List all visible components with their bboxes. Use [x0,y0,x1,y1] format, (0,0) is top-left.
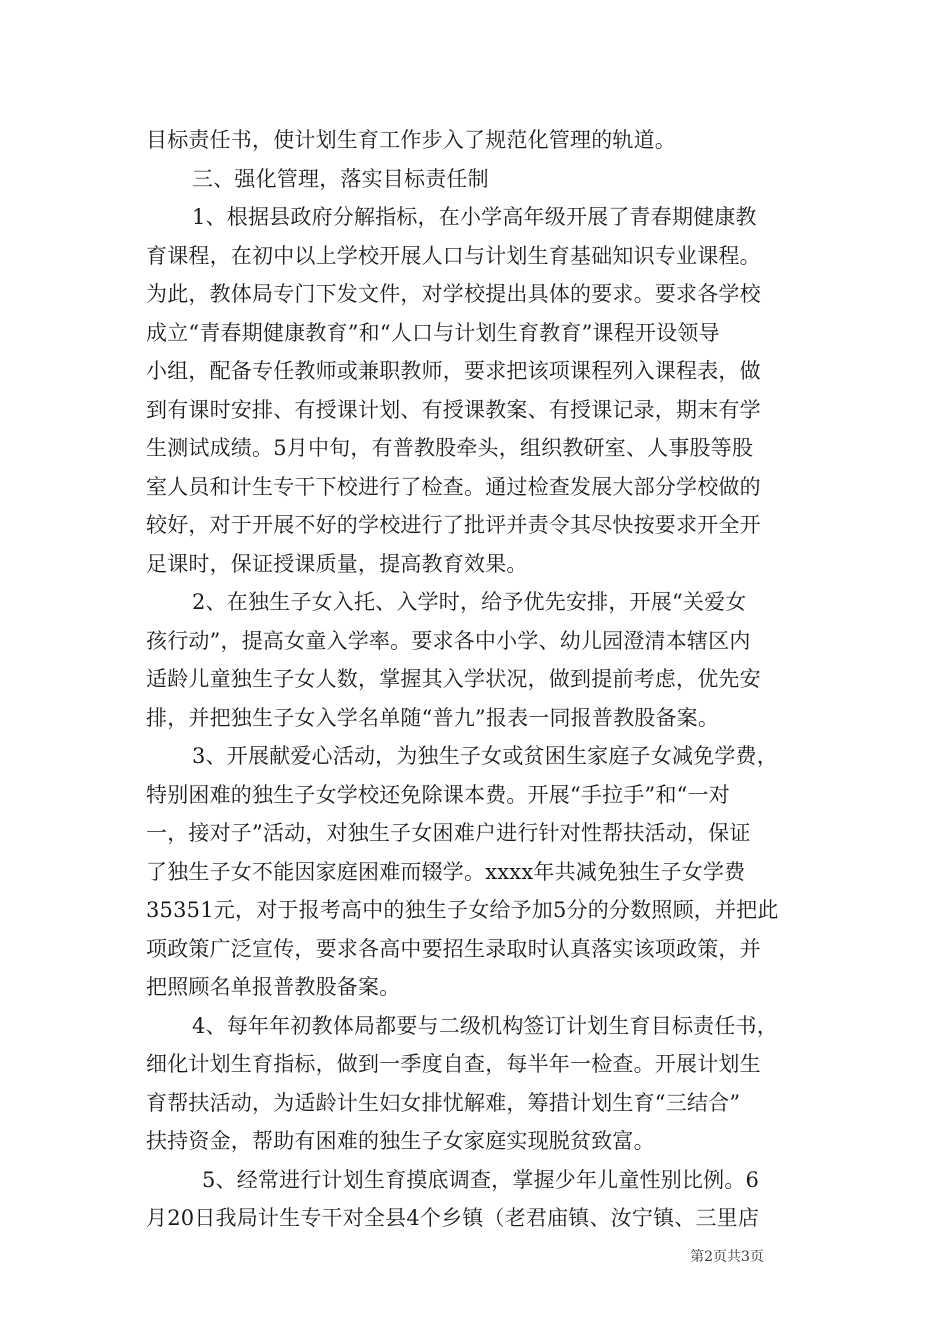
text-line: 孩行动”，提高女童入学率。要求各中小学、幼儿园澄清本辖区内 [146,628,751,653]
page-number-label: 第2页共3页 [690,1249,764,1265]
section-heading: 三、强化管理，落实目标责任制 [192,166,489,191]
text-line: 到有课时安排、有授课计划、有授课教案、有授课记录，期末有学 [146,397,761,422]
text-line: 一，接对子”活动，对独生子女困难户进行针对性帮扶活动，保证 [146,821,751,845]
text-line: 35351元，对于报考高中的独生子女给予加5分的分数照顾，并把此 [146,898,779,922]
text-line: 5、经常进行计划生育摸底调查，掌握少年儿童性别比例。6 [202,1167,760,1192]
text-line: 1、根据县政府分解指标，在小学高年级开展了青春期健康教 [192,205,757,229]
text-line: 了独生子女不能因家庭困难而辍学。xxxx年共减免独生子女学费 [146,859,746,884]
text-line: 扶持资金，帮助有困难的独生子女家庭实现脱贫致富。 [146,1129,655,1153]
text-line: 较好，对于开展不好的学校进行了批评并责令其尽快按要求开全开 [146,513,761,537]
text-line: 特别困难的独生子女学校还免除课本费。开展“手拉手”和“一对 [146,782,731,807]
text-line: 月20日我局计生专干对全县4个乡镇（老君庙镇、汝宁镇、三里店 [146,1206,760,1230]
text-line: 育课程，在初中以上学校开展人口与计划生育基础知识专业课程。 [146,243,761,268]
text-line: 2、在独生子女入托、入学时，给予优先安排，开展“关爱女 [192,590,747,614]
page-footer [252,1246,950,1266]
text-line: 小组，配备专任教师或兼职教师，要求把该项课程列入课程表，做 [146,359,761,383]
text-line: 成立“青春期健康教育”和“人口与计划生育教育”课程开设领导 [146,320,720,345]
text-line: 室人员和计生专干下校进行了检查。通过检查发展大部分学校做的 [146,474,761,499]
document-body [146,121,808,1238]
text-line: 项政策广泛宣传，要求各高中要招生录取时认真落实该项政策，并 [146,936,761,961]
text-line: 3、开展献爱心活动，为独生子女或贫困生家庭子女减免学费， [192,744,778,768]
text-line: 为此，教体局专门下发文件，对学校提出具体的要求。要求各学校 [146,282,761,306]
text-line: 把照顾名单报普教股备案。 [146,975,401,999]
text-line: 排，并把独生子女入学名单随“普九”报表一同报普教股备案。 [146,705,720,730]
text-line: 目标责任书，使计划生育工作步入了规范化管理的轨道。 [146,128,676,152]
text-line: 育帮扶活动，为适龄计生妇女排忧解难，筹措计划生育“三结合” [146,1090,741,1115]
text-line: 细化计划生育指标，做到一季度自查，每半年一检查。开展计划生 [146,1052,761,1076]
text-line: 足课时，保证授课质量，提高教育效果。 [146,551,528,576]
text-line: 生测试成绩。5月中旬，有普教股牵头，组织教研室、人事股等股 [146,436,754,460]
text-line: 适龄儿童独生子女人数，掌握其入学状况，做到提前考虑，优先安 [146,667,761,691]
text-line: 4、每年年初教体局都要与二级机构签订计划生育目标责任书， [192,1013,778,1038]
